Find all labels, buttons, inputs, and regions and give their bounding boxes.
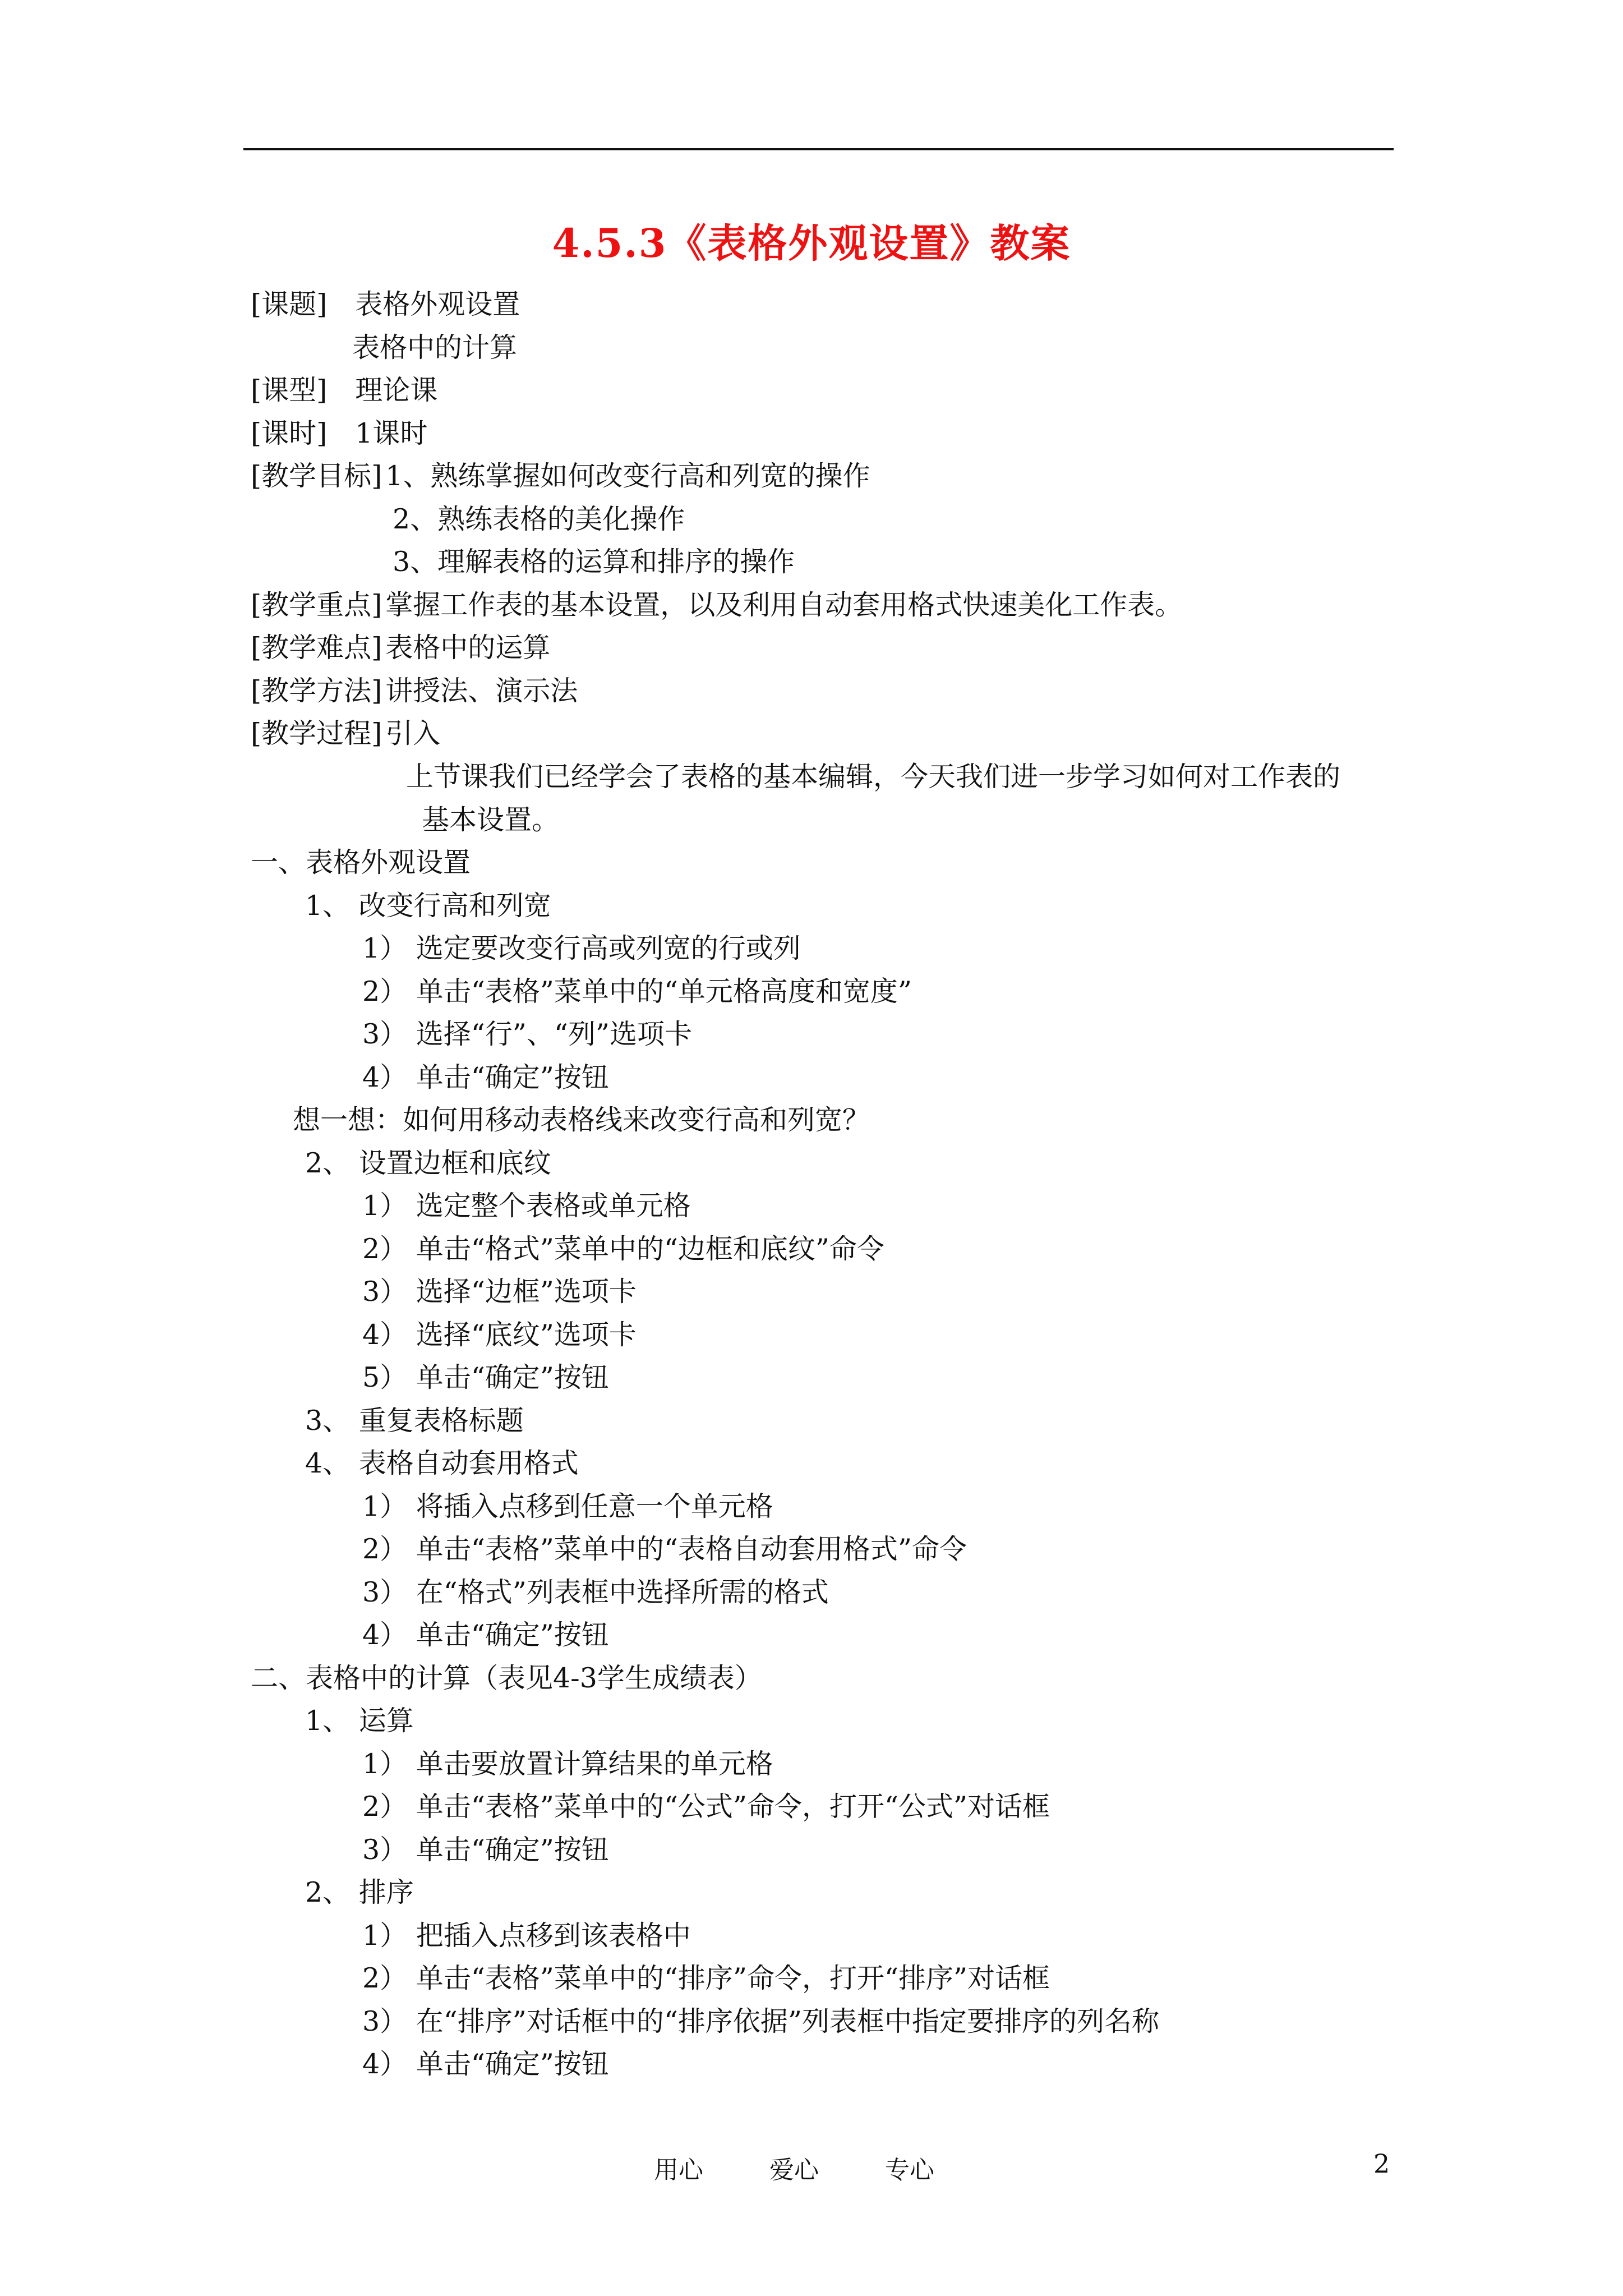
section-heading: 二、表格中的计算（表见4-3学生成绩表）	[251, 1662, 762, 1694]
meta-tag: [教学重点]	[251, 589, 382, 621]
step-item: 1） 把插入点移到该表格中	[362, 1920, 691, 1952]
meta-value: 表格中的运算	[385, 632, 551, 664]
step-item: 2） 单击“表格”菜单中的“单元格高度和宽度”	[362, 976, 912, 1007]
step-item: 4） 单击“确定”按钮	[362, 2048, 609, 2080]
step-item: 2） 单击“表格”菜单中的“表格自动套用格式”命令	[362, 1533, 967, 1565]
step-item: 1） 选定要改变行高或列宽的行或列	[362, 932, 801, 964]
meta-line	[251, 631, 550, 665]
step-item: 1） 单击要放置计算结果的单元格	[362, 1748, 773, 1780]
step-item: 3） 选择“行”、“列”选项卡	[362, 1018, 692, 1050]
step-item: 3） 选择“边框”选项卡	[362, 1276, 637, 1308]
step-item: 3） 在“格式”列表框中选择所需的格式	[362, 1576, 829, 1608]
subsection-heading: 1、 改变行高和列宽	[305, 890, 551, 922]
meta-value: 3、理解表格的运算和排序的操作	[393, 546, 795, 578]
step-item: 1） 选定整个表格或单元格	[362, 1190, 691, 1222]
subsection-heading: 4、 表格自动套用格式	[305, 1447, 579, 1479]
meta-value: 理论课	[355, 374, 438, 406]
footer-slogan: 用心	[654, 2156, 703, 2184]
subsection-heading: 3、 重复表格标题	[305, 1405, 524, 1437]
subsection-heading: 2、 设置边框和底纹	[305, 1147, 551, 1179]
meta-value: 2、熟练表格的美化操作	[393, 503, 685, 535]
footer-slogan: 专心	[885, 2156, 934, 2184]
section-heading: 一、表格外观设置	[251, 846, 471, 878]
page-number: 2	[1373, 2148, 1390, 2179]
meta-tag: [课型]	[251, 374, 328, 406]
subsection-heading: 2、 排序	[305, 1876, 414, 1908]
document-title: 4.5.3《表格外观设置》教案	[552, 220, 1071, 266]
meta-tag: [教学方法]	[251, 675, 382, 707]
meta-line	[251, 717, 440, 751]
footer-slogan: 爱心	[769, 2156, 819, 2184]
step-item: 3） 在“排序”对话框中的“排序依据”列表框中指定要排序的列名称	[362, 2005, 1159, 2037]
step-item: 4） 单击“确定”按钮	[362, 1061, 609, 1093]
meta-line	[251, 374, 437, 407]
meta-line	[352, 331, 517, 365]
meta-value: 表格外观设置	[355, 288, 520, 320]
footer-slogans	[654, 2150, 934, 2185]
meta-value: 引入	[385, 717, 441, 749]
step-item: 1） 将插入点移到任意一个单元格	[362, 1490, 773, 1522]
meta-value: 讲授法、演示法	[385, 675, 578, 707]
meta-line	[251, 588, 1182, 622]
meta-line	[393, 545, 795, 579]
intro-line: 基本设置。	[422, 804, 560, 836]
meta-tag: [课题]	[251, 288, 328, 320]
think-prompt: 想一想：如何用移动表格线来改变行高和列宽？	[293, 1104, 870, 1136]
step-item: 2） 单击“表格”菜单中的“排序”命令，打开“排序”对话框	[362, 1962, 1050, 1994]
meta-line	[251, 459, 870, 493]
step-item: 2） 单击“格式”菜单中的“边框和底纹”命令	[362, 1233, 884, 1265]
meta-line	[251, 288, 520, 321]
header-rule	[243, 148, 1394, 150]
intro-line: 上节课我们已经学会了表格的基本编辑，今天我们进一步学习如何对工作表的	[406, 761, 1341, 793]
step-item: 2） 单击“表格”菜单中的“公式”命令，打开“公式”对话框	[362, 1791, 1050, 1823]
meta-value: 表格中的计算	[352, 332, 518, 364]
meta-line	[251, 417, 427, 450]
meta-tag: [教学过程]	[251, 717, 382, 749]
step-item: 3） 单击“确定”按钮	[362, 1834, 609, 1866]
meta-value: 1、熟练掌握如何改变行高和列宽的操作	[385, 460, 870, 492]
step-item: 4） 单击“确定”按钮	[362, 1619, 609, 1651]
meta-tag: [课时]	[251, 417, 328, 449]
step-item: 5） 单击“确定”按钮	[362, 1361, 609, 1393]
meta-line	[251, 674, 578, 708]
step-item: 4） 选择“底纹”选项卡	[362, 1319, 637, 1351]
subsection-heading: 1、 运算	[305, 1705, 414, 1737]
meta-tag: [教学难点]	[251, 632, 382, 664]
meta-value: 掌握工作表的基本设置，以及利用自动套用格式快速美化工作表。	[385, 589, 1183, 621]
meta-line	[393, 503, 685, 536]
meta-value: 1课时	[355, 417, 428, 449]
meta-tag: [教学目标]	[251, 460, 382, 492]
